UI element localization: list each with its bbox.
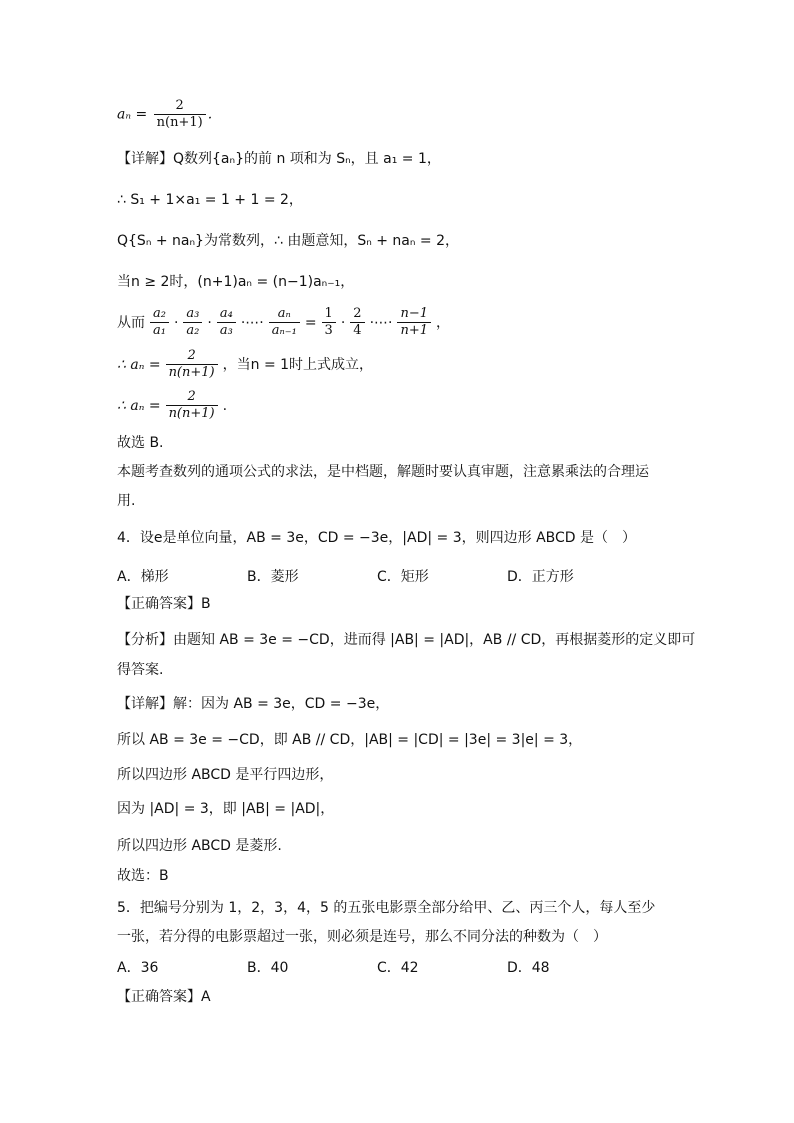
fraction: $\frac{\text{a₂}}{\text{a₁}}$	[150, 306, 169, 339]
q4-option-c: C．矩形	[377, 569, 429, 585]
q5-stem-1: 5．把编号分别为 1，2，3，4，5 的五张电影票全部分给甲、乙、丙三个人，每人至少	[117, 900, 656, 916]
fraction: $\frac{2}{n(n+1)}$	[154, 98, 206, 131]
step-3: 当n ≥ 2时，(n+1)aₙ = (n−1)aₙ₋₁，	[117, 274, 355, 290]
step-5: ∴ aₙ = $\frac{2}{n(n+1)}$ ，当n = 1时上式成立，	[117, 348, 374, 380]
q5-option-d: D．48	[507, 960, 550, 976]
fraction: $\frac{\text{a₃}}{\text{a₂}}$	[183, 306, 202, 339]
q5-stem-2: 一张，若分得的电影票超过一张，则必须是连号，那么不同分法的种数为（ ）	[117, 929, 607, 945]
q4-detail-5: 所以四边形 ABCD 是菱形.	[117, 838, 282, 854]
q4-analysis-1: 【分析】由题知 AB = 3e = −CD，进而得 |AB| = |AD|，AB // CD，再根据菱形的定义即可	[117, 632, 696, 648]
formula-an-top: aₙ = $\frac{2}{n(n+1)}$ .	[117, 98, 213, 130]
q4-analysis-2: 得答案.	[117, 662, 164, 678]
q5-option-c: C．42	[377, 960, 419, 976]
step-2: Q{Sₙ + naₙ}为常数列，∴ 由题意知，Sₙ + naₙ = 2，	[117, 233, 459, 249]
q4-option-a: A．梯形	[117, 569, 169, 585]
q4-answer: 故选：B	[117, 868, 169, 884]
q5-correct: 【正确答案】A	[117, 989, 211, 1005]
fraction: $\frac{\text{aₙ}}{\text{aₙ₋₁}}$	[269, 306, 300, 339]
summary-line-2: 用.	[117, 493, 136, 509]
detail-line: 【详解】Q数列{aₙ}的前 n 项和为 Sₙ，且 a₁ = 1，	[117, 151, 441, 167]
q4-detail-4: 因为 |AD| = 3，即 |AB| = |AD|，	[117, 801, 335, 817]
q4-detail-2: 所以 AB = 3e = −CD，即 AB // CD，|AB| = |CD| = |3e| = 3|e| = 3，	[117, 732, 583, 748]
q4-detail-1: 【详解】解：因为 AB = 3e，CD = −3e，	[117, 696, 390, 712]
q4-options	[117, 566, 637, 586]
step-4-prefix: 从而	[117, 314, 145, 331]
q4-correct: 【正确答案】B	[117, 596, 211, 612]
fraction: $\frac{\text{a₄}}{\text{a₃}}$	[217, 306, 236, 339]
fraction: $\frac{2}{n(n+1)}$	[166, 348, 218, 381]
fraction: $\frac{1}{3}$	[322, 306, 336, 339]
q4-option-b: B．菱形	[247, 569, 299, 585]
q4-option-d: D．正方形	[507, 569, 574, 585]
answer-3: 故选 B.	[117, 435, 164, 451]
summary-line-1: 本题考查数列的通项公式的求法，是中档题，解题时要认真审题，注意累乘法的合理运	[117, 464, 649, 480]
fraction: $\frac{2}{n(n+1)}$	[166, 389, 218, 422]
step-6: ∴ aₙ = $\frac{2}{n(n+1)}$ .	[117, 389, 228, 421]
step-4: 从而 $\frac{\text{a₂}}{\text{a₁}}$ · $\frac{\text{a₃}}{\text{a₂}}$ · $\frac{\text{a₄}}{\text{a₃}}$ ·⋯· $\frac{\text{aₙ}}{\text{aₙ₋₁}}$ = $\frac{1}{3}$ · $\frac{2}{4}$ ·⋯· $\frac{n-1}{n+1}$ ，	[117, 306, 451, 338]
fraction: $\frac{n-1}{n+1}$	[397, 306, 431, 339]
q5-option-a: A．36	[117, 960, 159, 976]
q5-options	[117, 957, 637, 977]
formula-top-lhs: aₙ =	[117, 106, 148, 123]
q4-stem: 4．设e是单位向量，AB = 3e，CD = −3e，|AD| = 3，则四边形 ABCD 是（ ）	[117, 530, 637, 546]
q4-detail-3: 所以四边形 ABCD 是平行四边形，	[117, 767, 334, 783]
q5-option-b: B．40	[247, 960, 289, 976]
fraction: $\frac{2}{4}$	[350, 306, 364, 339]
step-1: ∴ S₁ + 1×a₁ = 1 + 1 = 2，	[117, 192, 303, 208]
